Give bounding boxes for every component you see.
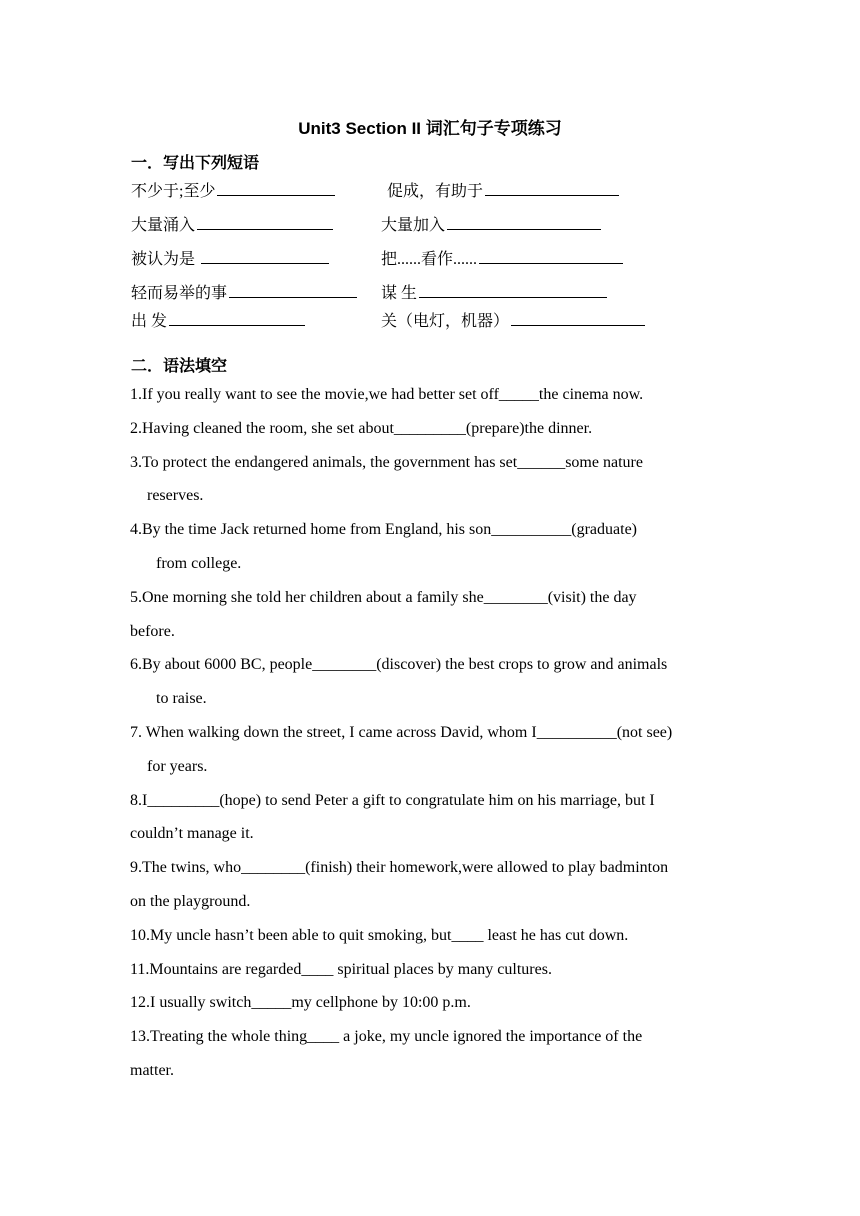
page-title: Unit3 Section II 词汇句子专项练习 [298,119,562,138]
answer-blank[interactable] [485,179,619,196]
phrase-prompt [131,178,335,201]
phrase-label: 不少于;至少 [131,183,216,200]
phrase-label: 被认为是 [131,251,200,268]
phrase-label: 把......看作...... [381,251,478,268]
exercise-text: 10.My uncle hasn’t been able to quit smoking, but____ least he has cut down. [130,926,629,944]
phrase-prompt [387,178,619,201]
phrase-label: 大量涌入 [131,217,196,234]
exercise-text: 3.To protect the endangered animals, the government has set______some nature [130,453,643,471]
exercise-item-10 [130,919,730,953]
exercise-text-continued: for years. [147,757,208,775]
exercise-text-continued: from college. [156,554,242,572]
answer-blank[interactable] [201,247,329,264]
exercise-text: 2.Having cleaned the room, she set about_________(prepare)the dinner. [130,419,593,437]
answer-blank[interactable] [419,281,607,298]
phrase-prompt [131,212,333,235]
exercise-item-13 [130,1020,730,1088]
exercise-item-8 [130,784,730,852]
exercise-list [130,378,730,1088]
exercise-item-11 [130,953,730,987]
exercise-item-4 [130,513,730,581]
phrase-prompt [381,246,623,269]
exercise-text-continued: to raise. [156,690,207,708]
phrase-prompt [131,246,329,269]
exercise-text: 7. When walking down the street, I came across David, whom I__________(not see) [130,723,673,741]
exercise-item-3 [130,446,730,514]
phrase-label: 轻而易举的事 [131,285,228,302]
exercise-text: 13.Treating the whole thing____ a joke, my uncle ignored the importance of the [130,1028,643,1046]
exercise-item-6 [130,648,730,716]
exercise-text-continued: matter. [130,1061,174,1079]
exercise-text: 4.By the time Jack returned home from England, his son__________(graduate) [130,521,637,539]
exercise-text-continued: reserves. [147,487,204,505]
exercise-text: 8.I_________(hope) to send Peter a gift to congratulate him on his marriage, but I [130,791,655,809]
answer-blank[interactable] [217,179,335,196]
exercise-text-continued: before. [130,622,175,640]
exercise-text: 1.If you really want to see the movie,we had better set off_____the cinema now. [130,386,644,403]
phrase-label: 关（电灯，机器） [381,313,510,330]
exercise-text: 12.I usually switch_____my cellphone by 10:00 p.m. [130,994,471,1012]
phrase-label: 促成，有助于 [387,183,484,200]
phrase-prompt [381,212,601,235]
phrase-label: 谋 生 [381,285,418,302]
exercise-item-2 [130,412,730,446]
exercise-item-1 [130,378,730,412]
exercise-item-9 [130,851,730,919]
answer-blank[interactable] [169,309,305,326]
phrase-prompt [131,308,305,331]
phrase-prompt [381,280,607,303]
exercise-item-12 [130,986,730,1020]
exercise-item-7 [130,716,730,784]
answer-blank[interactable] [511,309,645,326]
answer-blank[interactable] [197,213,333,230]
answer-blank[interactable] [229,281,357,298]
exercise-text-continued: couldn’t manage it. [130,825,254,843]
exercise-text: 11.Mountains are regarded____ spiritual places by many cultures. [130,960,552,978]
phrase-prompt [381,308,645,331]
exercise-text: 6.By about 6000 BC, people________(discover) the best crops to grow and animals [130,656,668,674]
phrase-label: 大量加入 [381,217,446,234]
exercise-item-5 [130,581,730,649]
answer-blank[interactable] [447,213,601,230]
section2-heading: 二．语法填空 [131,358,228,375]
exercise-text: 9.The twins, who________(finish) their homework,were allowed to play badminton [130,859,669,877]
answer-blank[interactable] [479,247,623,264]
phrase-prompt [131,280,357,303]
section1-heading: 一．写出下列短语 [131,155,260,172]
phrase-label: 出 发 [131,313,168,330]
exercise-text-continued: on the playground. [130,892,251,910]
exercise-text: 5.One morning she told her children about a family she________(visit) the day [130,588,637,606]
